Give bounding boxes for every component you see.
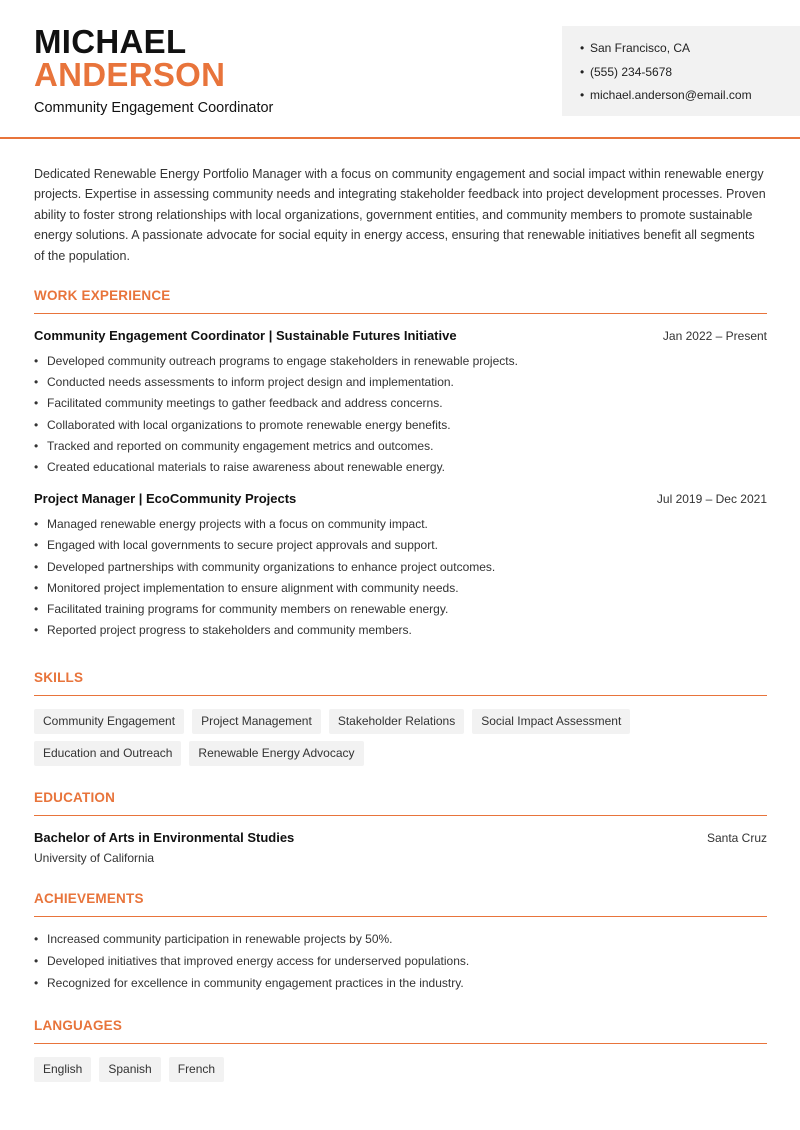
list-item: • Collaborated with local organizations to promote renewable energy benefits. bbox=[34, 415, 767, 436]
job-entry bbox=[34, 491, 767, 641]
job-header bbox=[34, 328, 767, 343]
job-dates: Jul 2019 – Dec 2021 bbox=[656, 492, 767, 507]
contact-phone-text: (555) 234-5678 bbox=[590, 64, 673, 79]
school-name: University of California bbox=[34, 851, 155, 865]
skill-tag: Project Management bbox=[192, 709, 321, 734]
skill-tag: Social Impact Assessment bbox=[472, 709, 630, 734]
job-title: Community Engagement Coordinator | Sustainable Futures Initiative bbox=[34, 328, 457, 343]
list-item: • Created educational materials to raise awareness about renewable energy. bbox=[34, 457, 767, 478]
list-item: • Recognized for excellence in community engagement practices in the industry. bbox=[34, 972, 767, 994]
contact-email[interactable] bbox=[580, 84, 800, 108]
job-bullets bbox=[34, 351, 767, 478]
bullet-icon: • bbox=[580, 88, 585, 102]
list-item: • Engaged with local governments to secure project approvals and support. bbox=[34, 535, 767, 556]
contact-box bbox=[562, 26, 800, 116]
section-title-languages: LANGUAGES bbox=[34, 1018, 767, 1044]
summary-section bbox=[34, 164, 767, 266]
section-title-achievements: ACHIEVEMENTS bbox=[34, 891, 767, 917]
skill-tag: Stakeholder Relations bbox=[329, 709, 464, 734]
language-tag: French bbox=[169, 1057, 224, 1082]
education-location: Santa Cruz bbox=[706, 831, 767, 845]
skills-section bbox=[34, 670, 767, 766]
job-header bbox=[34, 491, 767, 506]
education-section bbox=[34, 790, 767, 865]
list-item: • Increased community participation in renewable projects by 50%. bbox=[34, 928, 767, 950]
achievements-section bbox=[34, 891, 767, 994]
bullet-icon: • bbox=[580, 41, 585, 55]
section-title-work: WORK EXPERIENCE bbox=[34, 288, 767, 314]
summary-text: Dedicated Renewable Energy Portfolio Manager with a focus on community engagement and social impact within renewable energy projects. Expertise in assessing community needs and integrating stakeholder feedback into project development processes. Proven ability to foster strong relationships with local organizations, government entities, and community members to promote sustainable energy solutions. A passionate advocate for social equity in energy access, ensuring that renewable initiatives benefit all segments of the population. bbox=[34, 167, 766, 263]
bullet-icon: • bbox=[580, 64, 585, 79]
job-dates: Jan 2022 – Present bbox=[662, 329, 767, 343]
education-header bbox=[34, 830, 767, 845]
degree-title: Bachelor of Arts in Environmental Studies bbox=[34, 830, 295, 845]
job-title: Project Manager | EcoCommunity Projects bbox=[34, 491, 297, 507]
skill-tag: Education and Outreach bbox=[34, 741, 181, 766]
achievements-list bbox=[34, 928, 767, 994]
headline-title: Community Engagement Coordinator bbox=[34, 100, 274, 116]
list-item: • Monitored project implementation to ensure alignment with community needs. bbox=[34, 578, 767, 599]
list-item: • Developed initiatives that improved energy access for underserved populations. bbox=[34, 950, 767, 972]
last-name: ANDERSON bbox=[34, 56, 226, 93]
contact-email-text[interactable]: michael.anderson@email.com bbox=[590, 88, 752, 102]
first-name: MICHAEL bbox=[34, 23, 187, 60]
skills-list bbox=[34, 709, 634, 766]
languages-section bbox=[34, 1018, 767, 1082]
skill-tag: Community Engagement bbox=[34, 709, 184, 734]
skill-tag: Renewable Energy Advocacy bbox=[189, 741, 363, 766]
contact-location bbox=[580, 37, 800, 61]
contact-phone bbox=[580, 61, 800, 85]
contact-location-text: San Francisco, CA bbox=[590, 41, 691, 55]
job-entry bbox=[34, 328, 767, 478]
work-experience-section bbox=[34, 288, 767, 641]
language-tag: English bbox=[34, 1057, 91, 1082]
list-item: • Tracked and reported on community engagement metrics and outcomes. bbox=[34, 436, 767, 457]
section-title-skills: SKILLS bbox=[34, 670, 767, 696]
languages-list bbox=[34, 1057, 634, 1082]
resume-header bbox=[0, 0, 800, 139]
list-item: • Conducted needs assessments to inform project design and implementation. bbox=[34, 372, 767, 393]
list-item: • Developed partnerships with community organizations to enhance project outcomes. bbox=[34, 557, 767, 578]
language-tag: Spanish bbox=[99, 1057, 160, 1082]
list-item: • Facilitated training programs for community members on renewable energy. bbox=[34, 599, 767, 620]
list-item: • Reported project progress to stakeholders and community members. bbox=[34, 620, 767, 641]
job-bullets bbox=[34, 514, 767, 641]
list-item: • Developed community outreach programs to engage stakeholders in renewable projects. bbox=[34, 351, 767, 372]
list-item: • Managed renewable energy projects with a focus on community impact. bbox=[34, 514, 767, 535]
section-title-education: EDUCATION bbox=[34, 790, 767, 816]
list-item: • Facilitated community meetings to gather feedback and address concerns. bbox=[34, 393, 767, 414]
